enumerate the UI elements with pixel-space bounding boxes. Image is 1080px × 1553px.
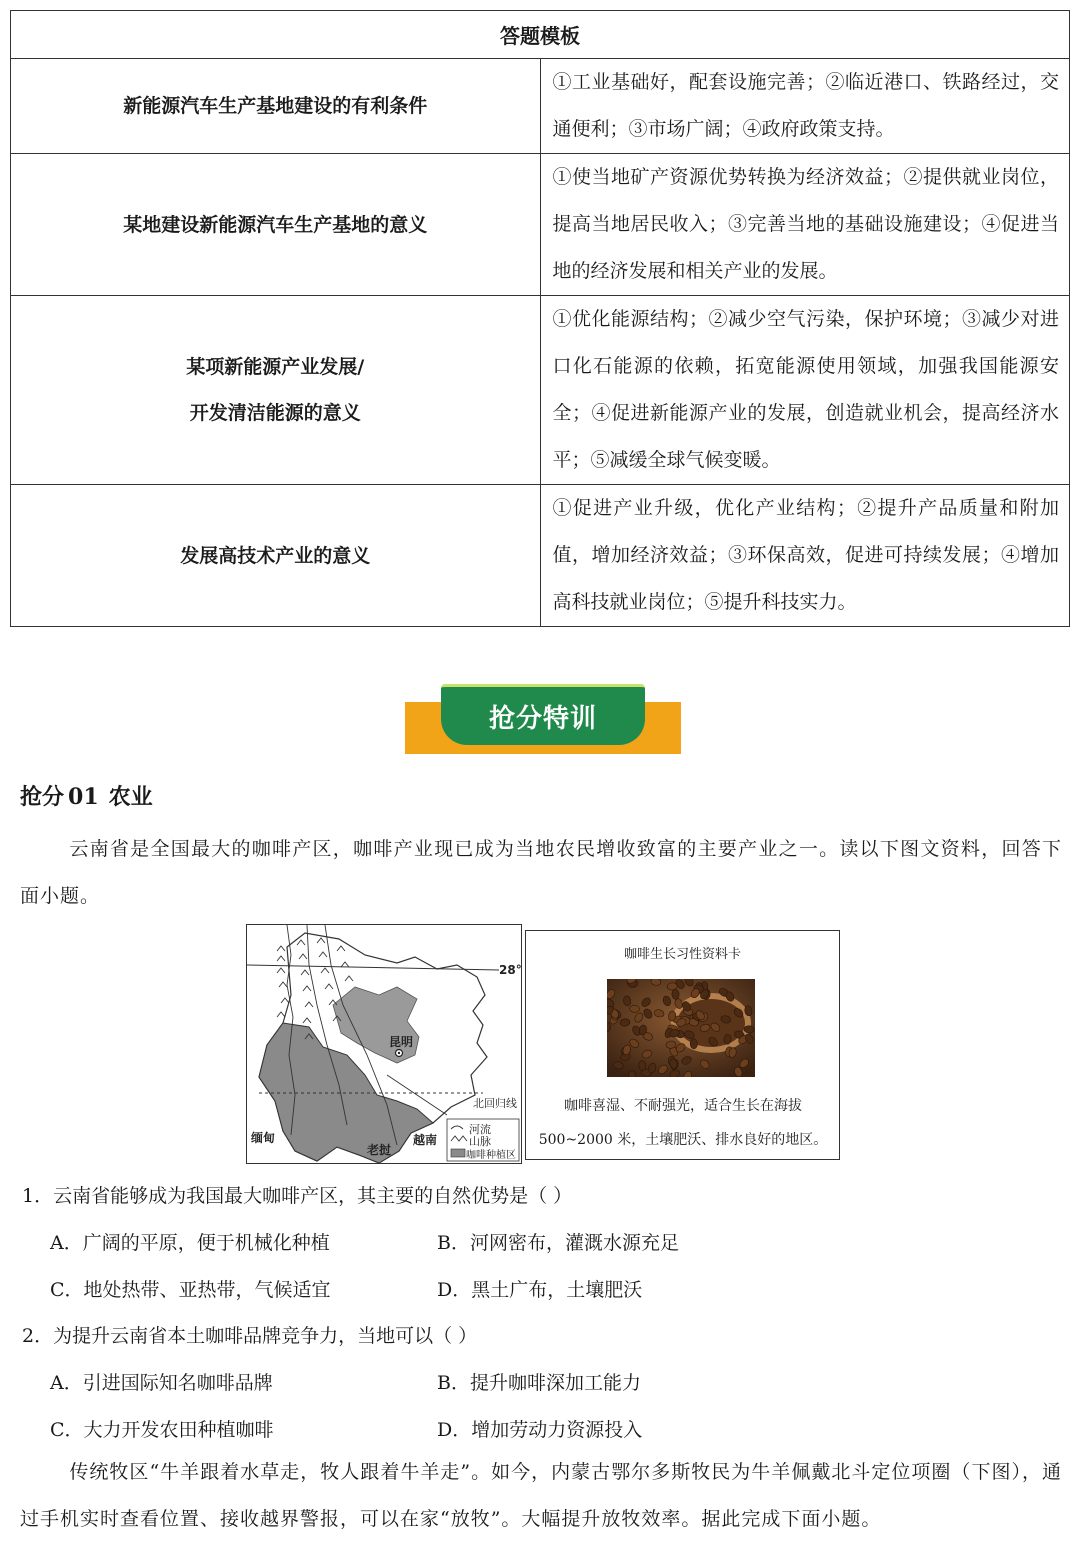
legend-river: 河流 [469,1123,491,1136]
q1-option-a[interactable]: A．广阔的平原，便于机械化种植 [50,1232,330,1254]
coffee-beans-image [607,979,755,1077]
q1-option-c[interactable]: C．地处热带、亚热带，气候适宜 [50,1279,331,1301]
table-row [11,296,1070,485]
country-myanmar: 缅甸 [251,1131,276,1145]
intro-paragraph-2: 传统牧区“牛羊跟着水草走，牧人跟着牛羊走”。如今，内蒙古鄂尔多斯牧民为牛羊佩戴北斗定位项圈（下图），通过手机实时查看位置、接收越界警报，可以在家“放牧”。大幅提升放牧效率。据此完成下面小题。 [20,1461,1062,1530]
row-answer: ①优化能源结构；②减少空气污染，保护环境；③减少对进口化石能源的依赖，拓宽能源使用领域，加强我国能源安全；④促进新能源产业的发展，创造就业机会，提高经济水平；⑤减缓全球气候变暖。 [540,296,1070,485]
table-row [11,485,1070,627]
coffee-bean [672,989,680,999]
q1-option-d[interactable]: D．黑土广布，土壤肥沃 [437,1279,643,1301]
answer-template-table [10,10,1070,627]
table-row [11,154,1070,296]
row-topic: 新能源汽车生产基地建设的有利条件 [11,59,541,154]
question-1-stem: 1．云南省能够成为我国最大咖啡产区，其主要的自然优势是（ ） [22,1185,573,1207]
q1-option-b[interactable]: B．河网密布，灌溉水源充足 [437,1232,679,1254]
coffee-bean [690,1039,698,1049]
banner-label: 抢分特训 [488,703,597,734]
city-label: 昆明 [389,1035,414,1049]
row-answer: ①工业基础好，配套设施完善；②临近港口、铁路经过，交通便利；③市场广阔；④政府政策支持。 [540,59,1070,154]
legend-coffee: 咖啡种植区 [466,1150,516,1161]
section-name: 农业 [108,785,153,810]
latitude-label: 28° [499,963,522,977]
row-topic [11,296,541,485]
card-text-line: 咖啡喜湿、不耐强光，适合生长在海拔 [564,1098,802,1114]
country-laos: 老挝 [367,1143,392,1157]
row-topic-line: 某项新能源产业发展/ [186,356,365,378]
row-answer: ①使当地矿产资源优势转换为经济效益；②提供就业岗位，提高当地居民收入；③完善当地的基础设施建设；④促进当地的经济发展和相关产业的发展。 [540,154,1070,296]
yunnan-map [246,924,522,1164]
card-text-line: 500~2000 米，土壤肥沃、排水良好的地区。 [538,1132,828,1148]
card-description [534,1089,832,1157]
tropic-label: 北回归线 [473,1097,517,1110]
row-topic-line: 开发清洁能源的意义 [189,402,361,424]
coffee-beans-photo [607,979,755,1077]
coffee-info-card [525,930,840,1160]
question-2-stem: 2．为提升云南省本土咖啡品牌竞争力，当地可以（ ） [22,1325,478,1347]
q2-option-d[interactable]: D．增加劳动力资源投入 [437,1419,643,1441]
section-prefix: 抢分 [20,785,65,810]
q2-option-b[interactable]: B．提升咖啡深加工能力 [437,1372,641,1394]
section-banner [405,684,681,754]
row-topic: 发展高技术产业的意义 [11,485,541,627]
banner-green-tab [441,684,645,745]
row-answer: ①促进产业升级，优化产业结构；②提升产品质量和附加值，增加经济效益；③环保高效，促进可持续发展；④增加高科技就业岗位；⑤提升科技实力。 [540,485,1070,627]
q2-option-c[interactable]: C．大力开发农田种植咖啡 [50,1419,274,1441]
legend-coffee-swatch [451,1149,465,1157]
country-vietnam: 越南 [413,1133,438,1147]
section-number: 01 [68,784,99,810]
table-row [11,59,1070,154]
q2-option-a[interactable]: A．引进国际知名咖啡品牌 [50,1372,273,1394]
card-title: 咖啡生长习性资料卡 [623,947,741,962]
row-topic: 某地建设新能源汽车生产基地的意义 [11,154,541,296]
table-header: 答题模板 [11,11,1070,59]
section-title [20,780,153,811]
legend-mountain: 山脉 [469,1135,491,1148]
intro-paragraph: 云南省是全国最大的咖啡产区，咖啡产业现已成为当地农民增收致富的主要产业之一。读以下图文资料，回答下面小题。 [20,838,1062,907]
